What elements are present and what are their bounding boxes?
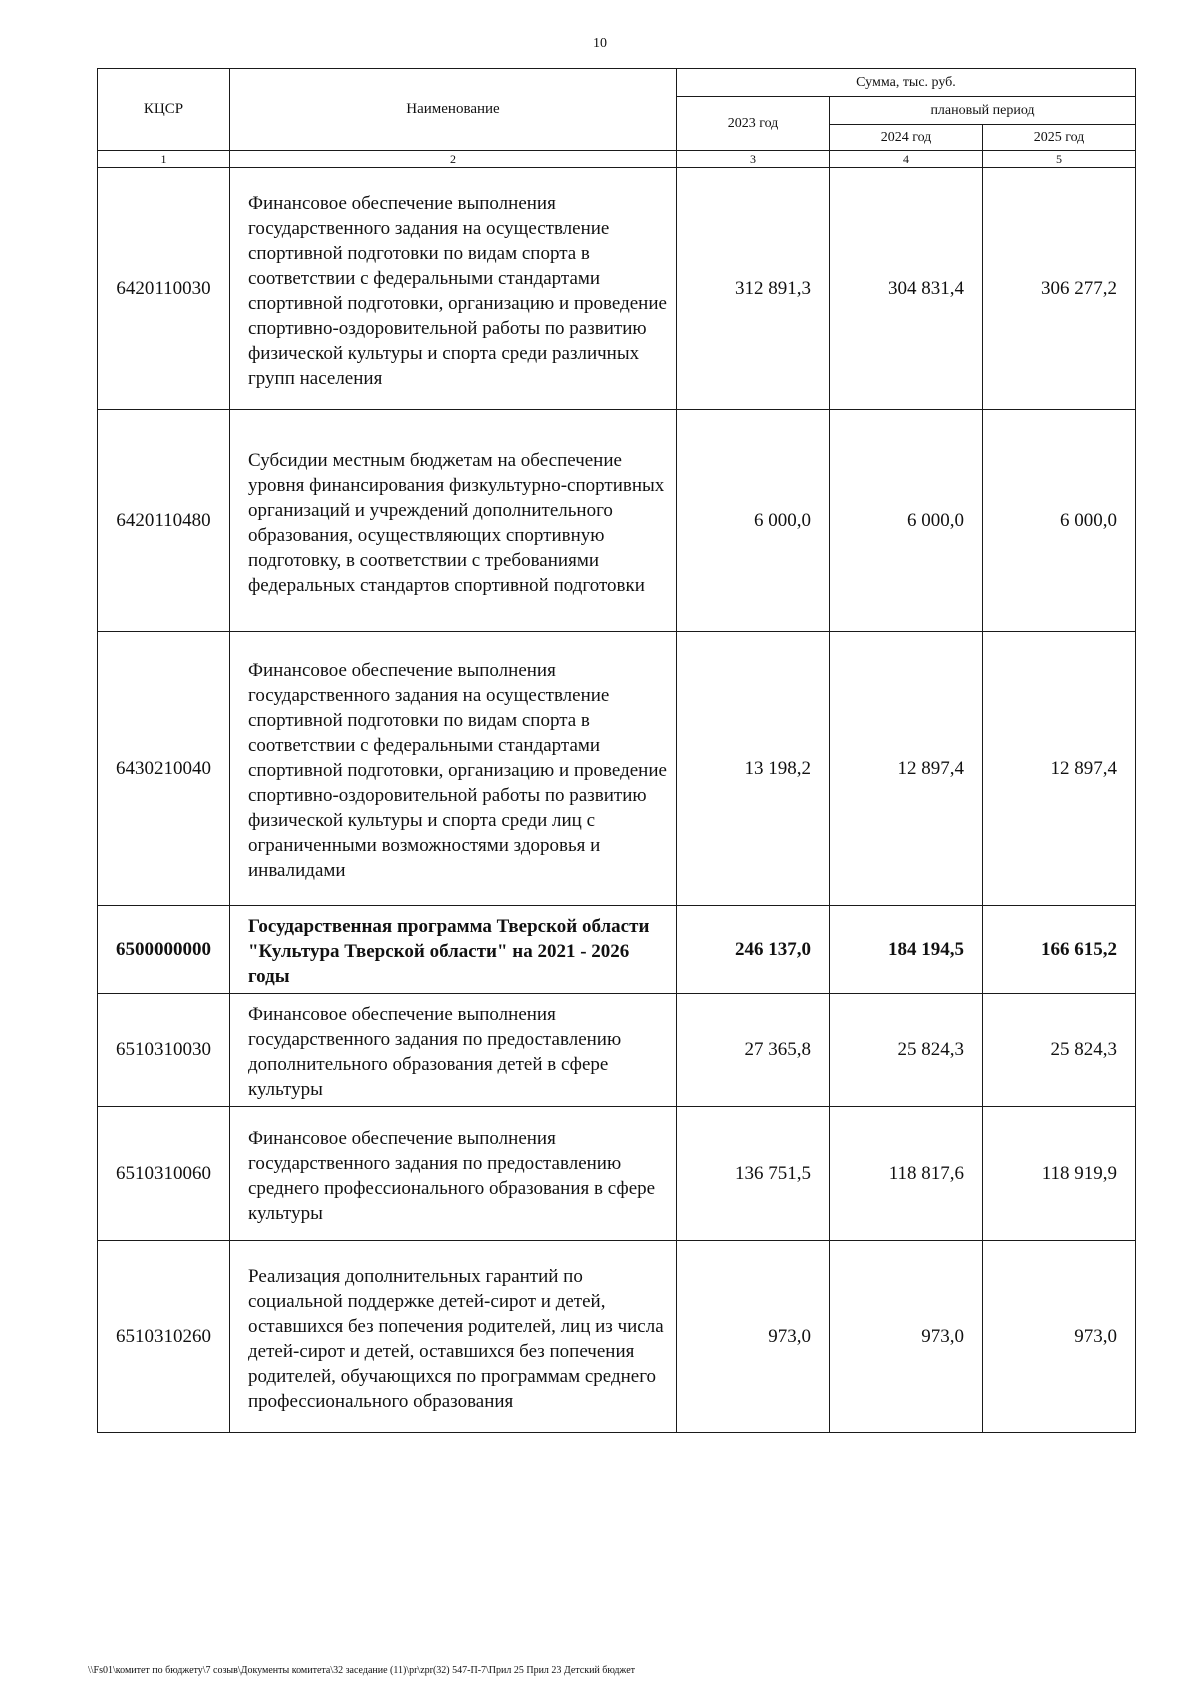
header-planned-period: плановый период (830, 97, 1136, 125)
footer-file-path: \\Fs01\комитет по бюджету\7 созыв\Документы комитета\32 заседание (11)\pr\zpr(32) 547-П-7\Прил 25 Прил 23 Детский бюджет (88, 1665, 636, 1676)
row-value-2023: 246 137,0 (677, 906, 830, 994)
table-row (98, 1107, 1136, 1241)
row-value-2024: 304 831,4 (830, 168, 983, 410)
header-code: КЦСР (98, 69, 230, 151)
row-code: 6420110480 (98, 410, 230, 632)
header-sum: Сумма, тыс. руб. (677, 69, 1136, 97)
row-value-2024: 6 000,0 (830, 410, 983, 632)
column-number: 3 (677, 151, 830, 168)
column-number: 4 (830, 151, 983, 168)
row-name: Финансовое обеспечение выполнения государственного задания на осуществление спортивной подготовки по видам спорта в соответствии с федеральными стандартами спортивной подготовки, организацию и проведение спортивно-оздоровительной работы по развитию физической культуры и спорта среди лиц с ограниченными возможностями здоровья и инвалидами (230, 632, 677, 906)
row-value-2025: 973,0 (983, 1241, 1136, 1433)
column-number: 5 (983, 151, 1136, 168)
row-value-2023: 312 891,3 (677, 168, 830, 410)
column-number: 2 (230, 151, 677, 168)
row-name: Субсидии местным бюджетам на обеспечение уровня финансирования физкультурно-спортивных организаций и учреждений дополнительного образования, осуществляющих спортивную подготовку, в соответствии с требованиями федеральных стандартов спортивной подготовки (230, 410, 677, 632)
table-row (98, 1241, 1136, 1433)
table-row (98, 632, 1136, 906)
budget-table (97, 68, 1136, 1433)
table-row (98, 168, 1136, 410)
row-code: 6430210040 (98, 632, 230, 906)
row-value-2025: 25 824,3 (983, 994, 1136, 1107)
row-value-2025: 12 897,4 (983, 632, 1136, 906)
row-value-2025: 118 919,9 (983, 1107, 1136, 1241)
header-year-2025: 2025 год (983, 125, 1136, 151)
row-value-2024: 184 194,5 (830, 906, 983, 994)
row-code: 6510310030 (98, 994, 230, 1107)
row-code: 6500000000 (98, 906, 230, 994)
table-header (98, 69, 1136, 168)
row-value-2025: 6 000,0 (983, 410, 1136, 632)
row-name: Финансовое обеспечение выполнения государственного задания на осуществление спортивной подготовки по видам спорта в соответствии с федеральными стандартами спортивной подготовки, организацию и проведение спортивно-оздоровительной работы по развитию физической культуры и спорта среди различных групп населения (230, 168, 677, 410)
row-code: 6510310060 (98, 1107, 230, 1241)
row-value-2023: 13 198,2 (677, 632, 830, 906)
table-body (98, 168, 1136, 1433)
header-year-2023: 2023 год (677, 97, 830, 151)
row-value-2025: 166 615,2 (983, 906, 1136, 994)
page-number: 10 (593, 36, 607, 51)
row-value-2024: 118 817,6 (830, 1107, 983, 1241)
table-row (98, 994, 1136, 1107)
header-year-2024: 2024 год (830, 125, 983, 151)
row-value-2024: 973,0 (830, 1241, 983, 1433)
row-code: 6510310260 (98, 1241, 230, 1433)
row-value-2023: 136 751,5 (677, 1107, 830, 1241)
row-value-2024: 25 824,3 (830, 994, 983, 1107)
header-name: Наименование (230, 69, 677, 151)
row-value-2024: 12 897,4 (830, 632, 983, 906)
row-name: Реализация дополнительных гарантий по социальной поддержке детей-сирот и детей, оставшихся без попечения родителей, лиц из числа детей-сирот и детей, оставшихся без попечения родителей, обучающихся по программам среднего профессионального образования (230, 1241, 677, 1433)
row-value-2023: 27 365,8 (677, 994, 830, 1107)
row-value-2023: 6 000,0 (677, 410, 830, 632)
row-name: Финансовое обеспечение выполнения государственного задания по предоставлению среднего профессионального образования в сфере культуры (230, 1107, 677, 1241)
row-code: 6420110030 (98, 168, 230, 410)
table-row (98, 410, 1136, 632)
column-number: 1 (98, 151, 230, 168)
row-name: Государственная программа Тверской области "Культура Тверской области" на 2021 - 2026 годы (230, 906, 677, 994)
row-name: Финансовое обеспечение выполнения государственного задания по предоставлению дополнительного образования детей в сфере культуры (230, 994, 677, 1107)
row-value-2023: 973,0 (677, 1241, 830, 1433)
table-row-program (98, 906, 1136, 994)
row-value-2025: 306 277,2 (983, 168, 1136, 410)
